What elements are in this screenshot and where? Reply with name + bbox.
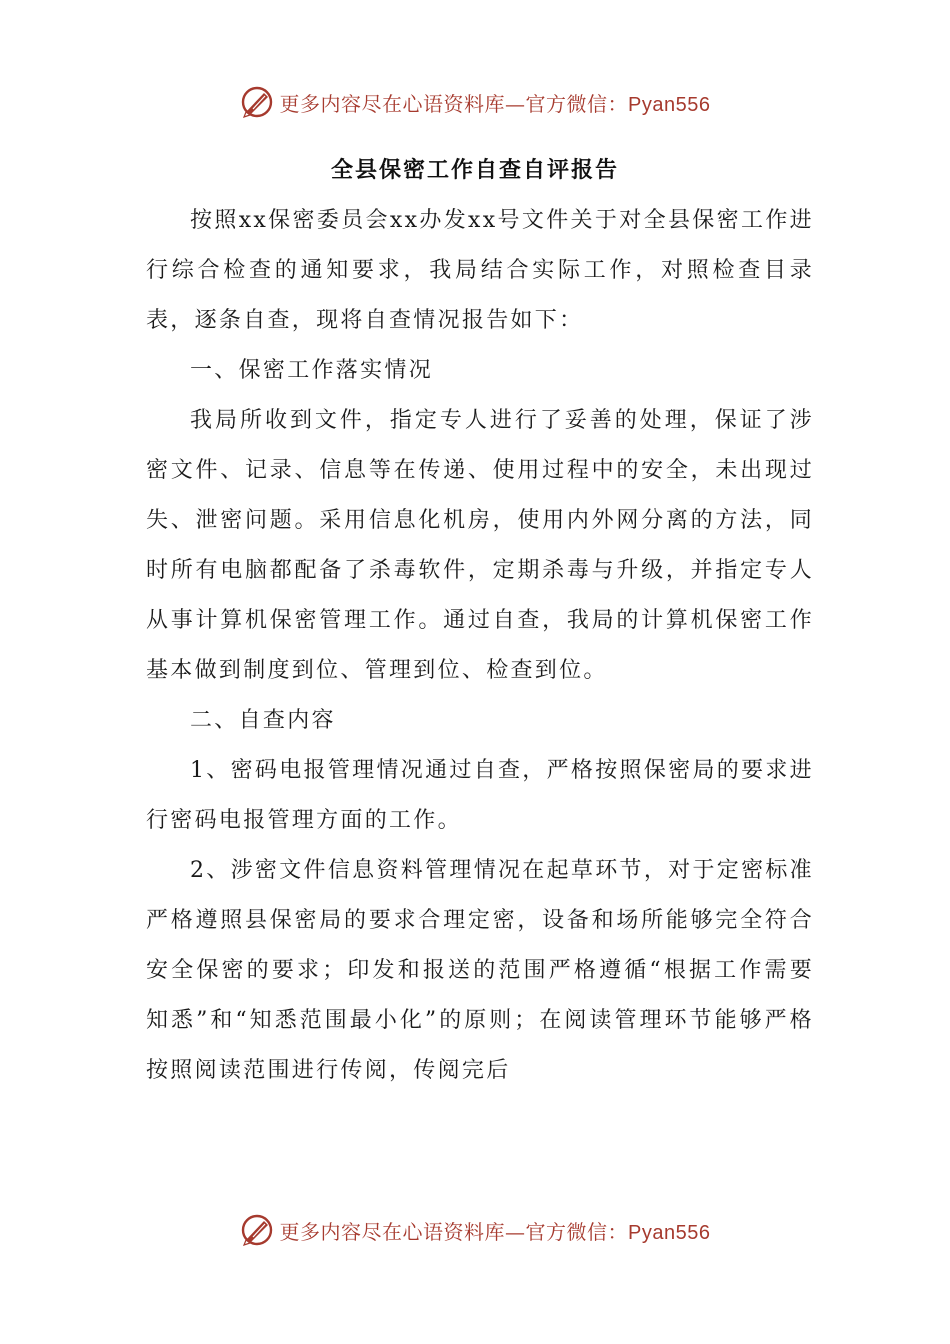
document-title: 全县保密工作自查自评报告	[330, 158, 619, 183]
section-heading-1: 一、保密工作落实情况	[190, 358, 434, 383]
watermark-banner-bottom	[0, 1210, 950, 1250]
watermark-text: 更多内容尽在心语资料库—官方微信：Pyan556	[279, 1219, 711, 1244]
paragraph-implementation: 我局所收到文件，指定专人进行了妥善的处理，保证了涉密文件、记录、信息等在传递、使用过程中的安全，未出现过失、泄密问题。采用信息化机房，使用内外网分离的方法，同时所有电脑都配备了杀毒软件，定期杀毒与升级，并指定专人从事计算机保密管理工作。通过自查，我局的计算机保密工作基本做到制度到位、管理到位、检查到位。	[146, 408, 814, 683]
section-heading-2: 二、自查内容	[190, 708, 336, 733]
document-body	[146, 196, 814, 1096]
wechat-id: Pyan556	[628, 1221, 711, 1244]
watermark-banner-top	[0, 82, 950, 122]
pen-logo-icon	[240, 1213, 274, 1247]
paragraph-item-1: 1、密码电报管理情况通过自查，严格按照保密局的要求进行密码电报管理方面的工作。	[146, 758, 814, 833]
watermark-text: 更多内容尽在心语资料库—官方微信：Pyan556	[279, 91, 711, 116]
paragraph-item-2: 2、涉密文件信息资料管理情况在起草环节，对于定密标准严格遵照县保密局的要求合理定密，设备和场所能够完全符合安全保密的要求；印发和报送的范围严格遵循“根据工作需要知悉”和“知悉范围最小化”的原则；在阅读管理环节能够严格按照阅读范围进行传阅，传阅完后	[146, 858, 814, 1083]
pen-logo-icon	[240, 85, 274, 119]
paragraph-intro: 按照xx保密委员会xx办发xx号文件关于对全县保密工作进行综合检查的通知要求，我局结合实际工作，对照检查目录表，逐条自查，现将自查情况报告如下：	[146, 208, 814, 333]
wechat-id: Pyan556	[628, 93, 711, 116]
